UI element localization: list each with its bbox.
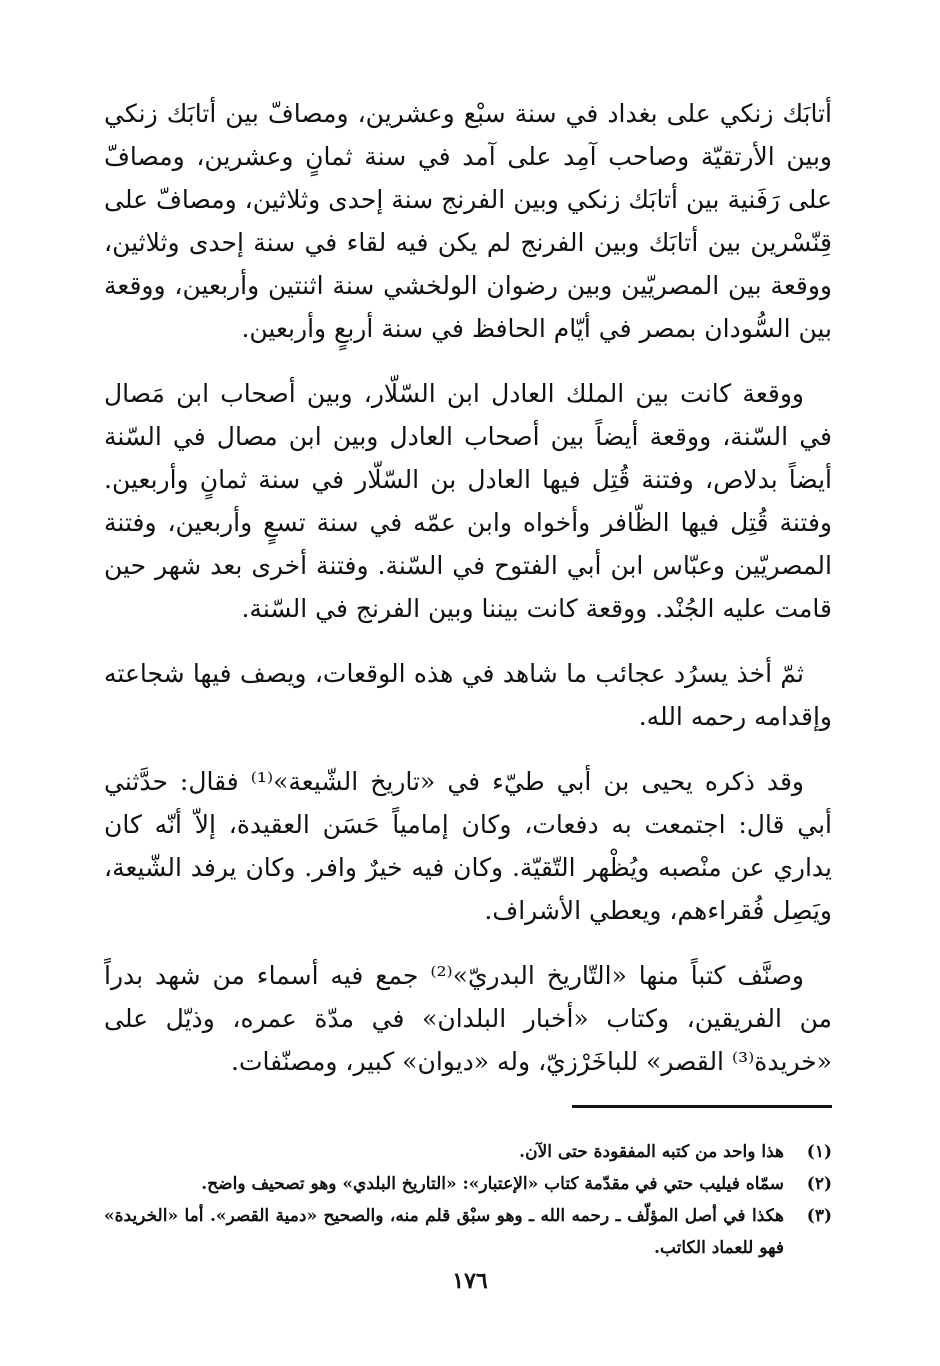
footnote-2 xyxy=(104,1168,832,1200)
paragraph-2: ووقعة كانت بين الملك العادل ابن السّلّار، وبين أصحاب ابن مَصال في السّنة، ووقعة أيضاً بين أصحاب العادل وبين ابن مصال في السّنة أيضاً بدلاص، وفتنة قُتِل فيها العادل بن السّلّار في سنة ثمانٍ وأربعين. وفتنة قُتِل فيها الظّافر وأخواه وابن عمّه في سنة تسعٍ وأربعين، وفتنة المصريّين وعبّاس ابن أبي الفتوح في السّنة. وفتنة أخرى بعد شهر حين قامت عليه الجُنْد. ووقعة كانت بيننا وبين الفرنج في السّنة. xyxy=(104,379,832,623)
page-content xyxy=(104,92,832,1264)
paragraph-4: وقد ذكره يحيى بن أبي طيّء في «تاريخ الشّيعة»⁽¹⁾ فقال: حدَّثني أبي قال: اجتمعت به دفعات، وكان إمامياً حَسَن العقيدة، إلاّ أنّه كان يداري عن منْصبه ويُظْهر التّقيّة. وكان فيه خيرٌ وافر. وكان يرفد الشّيعة، ويَصِل فُقراءهم، ويعطي الأشراف. xyxy=(104,767,832,925)
footnote-text: سمّاه فيليب حتي في مقدّمة كتاب «الإعتبار»: «التاريخ البلدي» وهو تصحيف واضح. xyxy=(201,1174,784,1194)
footnote-1 xyxy=(104,1136,832,1168)
footnote-text: هذا واحد من كتبه المفقودة حتى الآن. xyxy=(519,1142,784,1162)
footnote-3 xyxy=(104,1200,832,1264)
footnote-number: (٢) xyxy=(806,1174,832,1194)
paragraph-3: ثمّ أخذ يسرُد عجائب ما شاهد في هذه الوقعات، ويصف فيها شجاعته وإقدامه رحمه الله. xyxy=(104,659,832,731)
footnote-number: (٣) xyxy=(806,1206,832,1226)
footnote-number: (١) xyxy=(806,1142,832,1162)
page-number: ١٧٦ xyxy=(452,1268,488,1294)
paragraph-5: وصنَّف كتباً منها «التّاريخ البدريّ»⁽²⁾ جمع فيه أسماء من شهد بدراً من الفريقين، وكتاب «أخبار البلدان» في مدّة عمره، وذيّل على «خريدة⁽³⁾ القصر» للباخَرْزيّ، وله «ديوان» كبير، ومصنّفات. xyxy=(104,961,832,1076)
footnote-text: هكذا في أصل المؤلّف ـ رحمه الله ـ وهو سبْق قلم منه، والصحيح «دمية القصر». أما «الخريدة» فهو للعماد الكاتب. xyxy=(104,1206,784,1258)
paragraph-1: أتابَك زنكي على بغداد في سنة سبْع وعشرين، ومصافّ بين أتابَك زنكي وبين الأرتقيّة وصاحب آمِد على آمد في سنة ثمانٍ وعشرين، ومصافّ على رَفَنية بين أتابَك زنكي وبين الفرنج سنة إحدى وثلاثين، ومصافّ على قِنّسْرين بين أتابَك وبين الفرنج لم يكن فيه لقاء في سنة إحدى وثلاثين، ووقعة بين المصريّين وبين رضوان الولخشي سنة اثنتين وأربعين، ووقعة بين السُّودان بمصر في أيّام الحافظ في سنة أربعٍ وأربعين. xyxy=(104,99,832,343)
footnotes xyxy=(104,1136,832,1264)
footnote-divider xyxy=(572,1105,832,1108)
body-text xyxy=(104,92,832,1083)
